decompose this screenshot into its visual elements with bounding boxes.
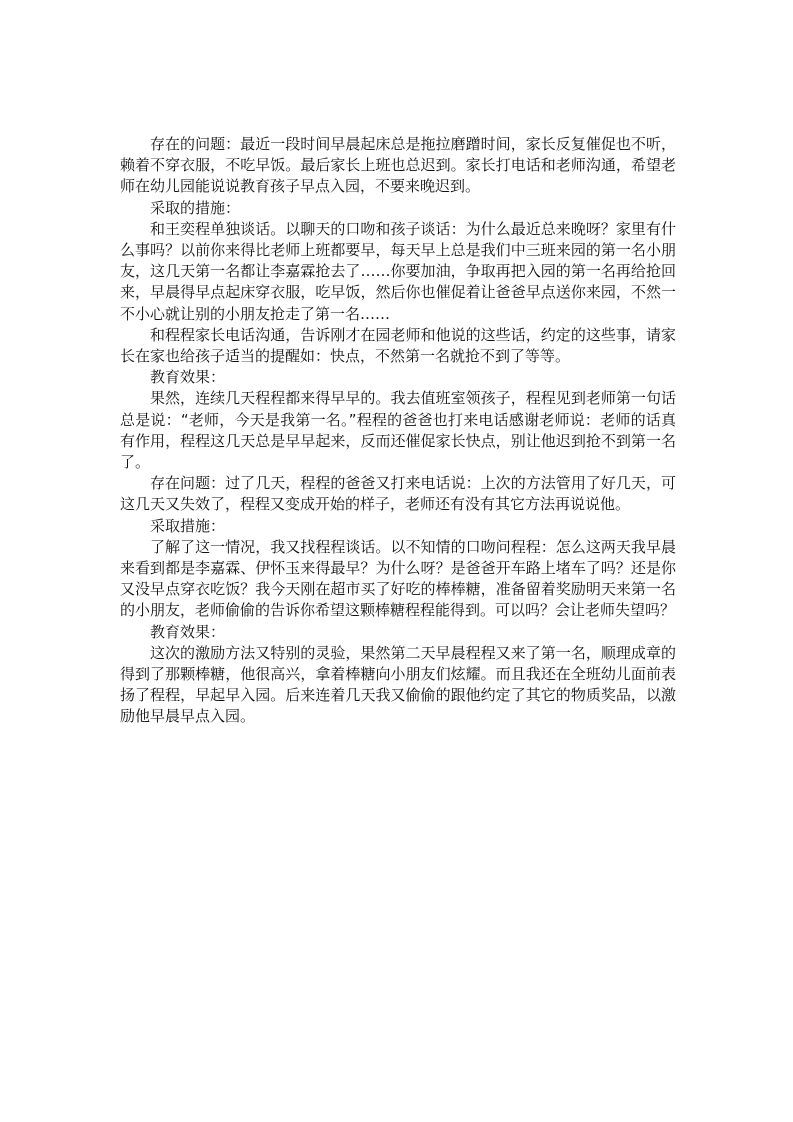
paragraph-effect-1: 果然，连续几天程程都来得早早的。我去值班室领孩子，程程见到老师第一句话总是说：“老师，今天是我第一名。”程程的爸爸也打来电话感谢老师说：老师的话真有作用，程程这几天总是早早起来，反而还催促家长快点，别让他迟到抢不到第一名了。 — [120, 389, 676, 472]
heading-effect-2: 教育效果： — [150, 622, 226, 641]
paragraph-problem-2: 存在问题：过了几天，程程的爸爸又打来电话说：上次的方法管用了好几天，可这几天又失效了，程程又变成开始的样子，老师还有没有其它方法再说说他。 — [120, 474, 676, 514]
paragraph-measure-talk-2: 了解了这一情况，我又找程程谈话。以不知情的口吻问程程：怎么这两天我早晨来看到都是李嘉霖、伊怀玉来得最早？为什么呀？是爸爸开车路上堵车了吗？还是你又没早点穿衣吃饭？我今天刚在超市买了好吃的棒棒糖，准备留着奖励明天来第一名的小朋友，老师偷偷的告诉你希望这颗棒糖程程能得到。可以吗？会让老师失望吗？ — [120, 537, 676, 620]
paragraph-effect-2: 这次的激励方法又特别的灵验，果然第二天早晨程程又来了第一名，顺理成章的得到了那颗棒糖，他很高兴，拿着棒糖向小朋友们炫耀。而且我还在全班幼儿面前表扬了程程，早起早入园。后来连着几天我又偷偷的跟他约定了其它的物质奖品，以激励他早晨早点入园。 — [120, 643, 676, 726]
heading-measures-2: 采取措施： — [150, 516, 226, 535]
paragraph-problem-1: 存在的问题：最近一段时间早晨起床总是拖拉磨蹭时间，家长反复催促也不听，赖着不穿衣服，不吃早饭。最后家长上班也总迟到。家长打电话和老师沟通，希望老师在幼儿园能说说教育孩子早点入园，不要来晚迟到。 — [120, 135, 676, 196]
document-body — [120, 134, 676, 728]
heading-measures-1: 采取的措施： — [150, 198, 241, 217]
heading-effect-1: 教育效果： — [150, 368, 226, 387]
paragraph-measure-talk-1: 和王奕程单独谈话。以聊天的口吻和孩子谈话：为什么最近总来晚呀？家里有什么事吗？以前你来得比老师上班都要早，每天早上总是我们中三班来园的第一名小朋友，这几天第一名都让李嘉霖抢去了……你要加油，争取再把入园的第一名再给抢回来，早晨得早点起床穿衣服，吃早饭，然后你也催促着让爸爸早点送你来园，不然一不小心就让别的小朋友抢走了第一名…… — [120, 219, 676, 323]
paragraph-measure-parent-call: 和程程家长电话沟通，告诉刚才在园老师和他说的这些话，约定的这些事，请家长在家也给孩子适当的提醒如：快点，不然第一名就抢不到了等等。 — [120, 325, 676, 366]
